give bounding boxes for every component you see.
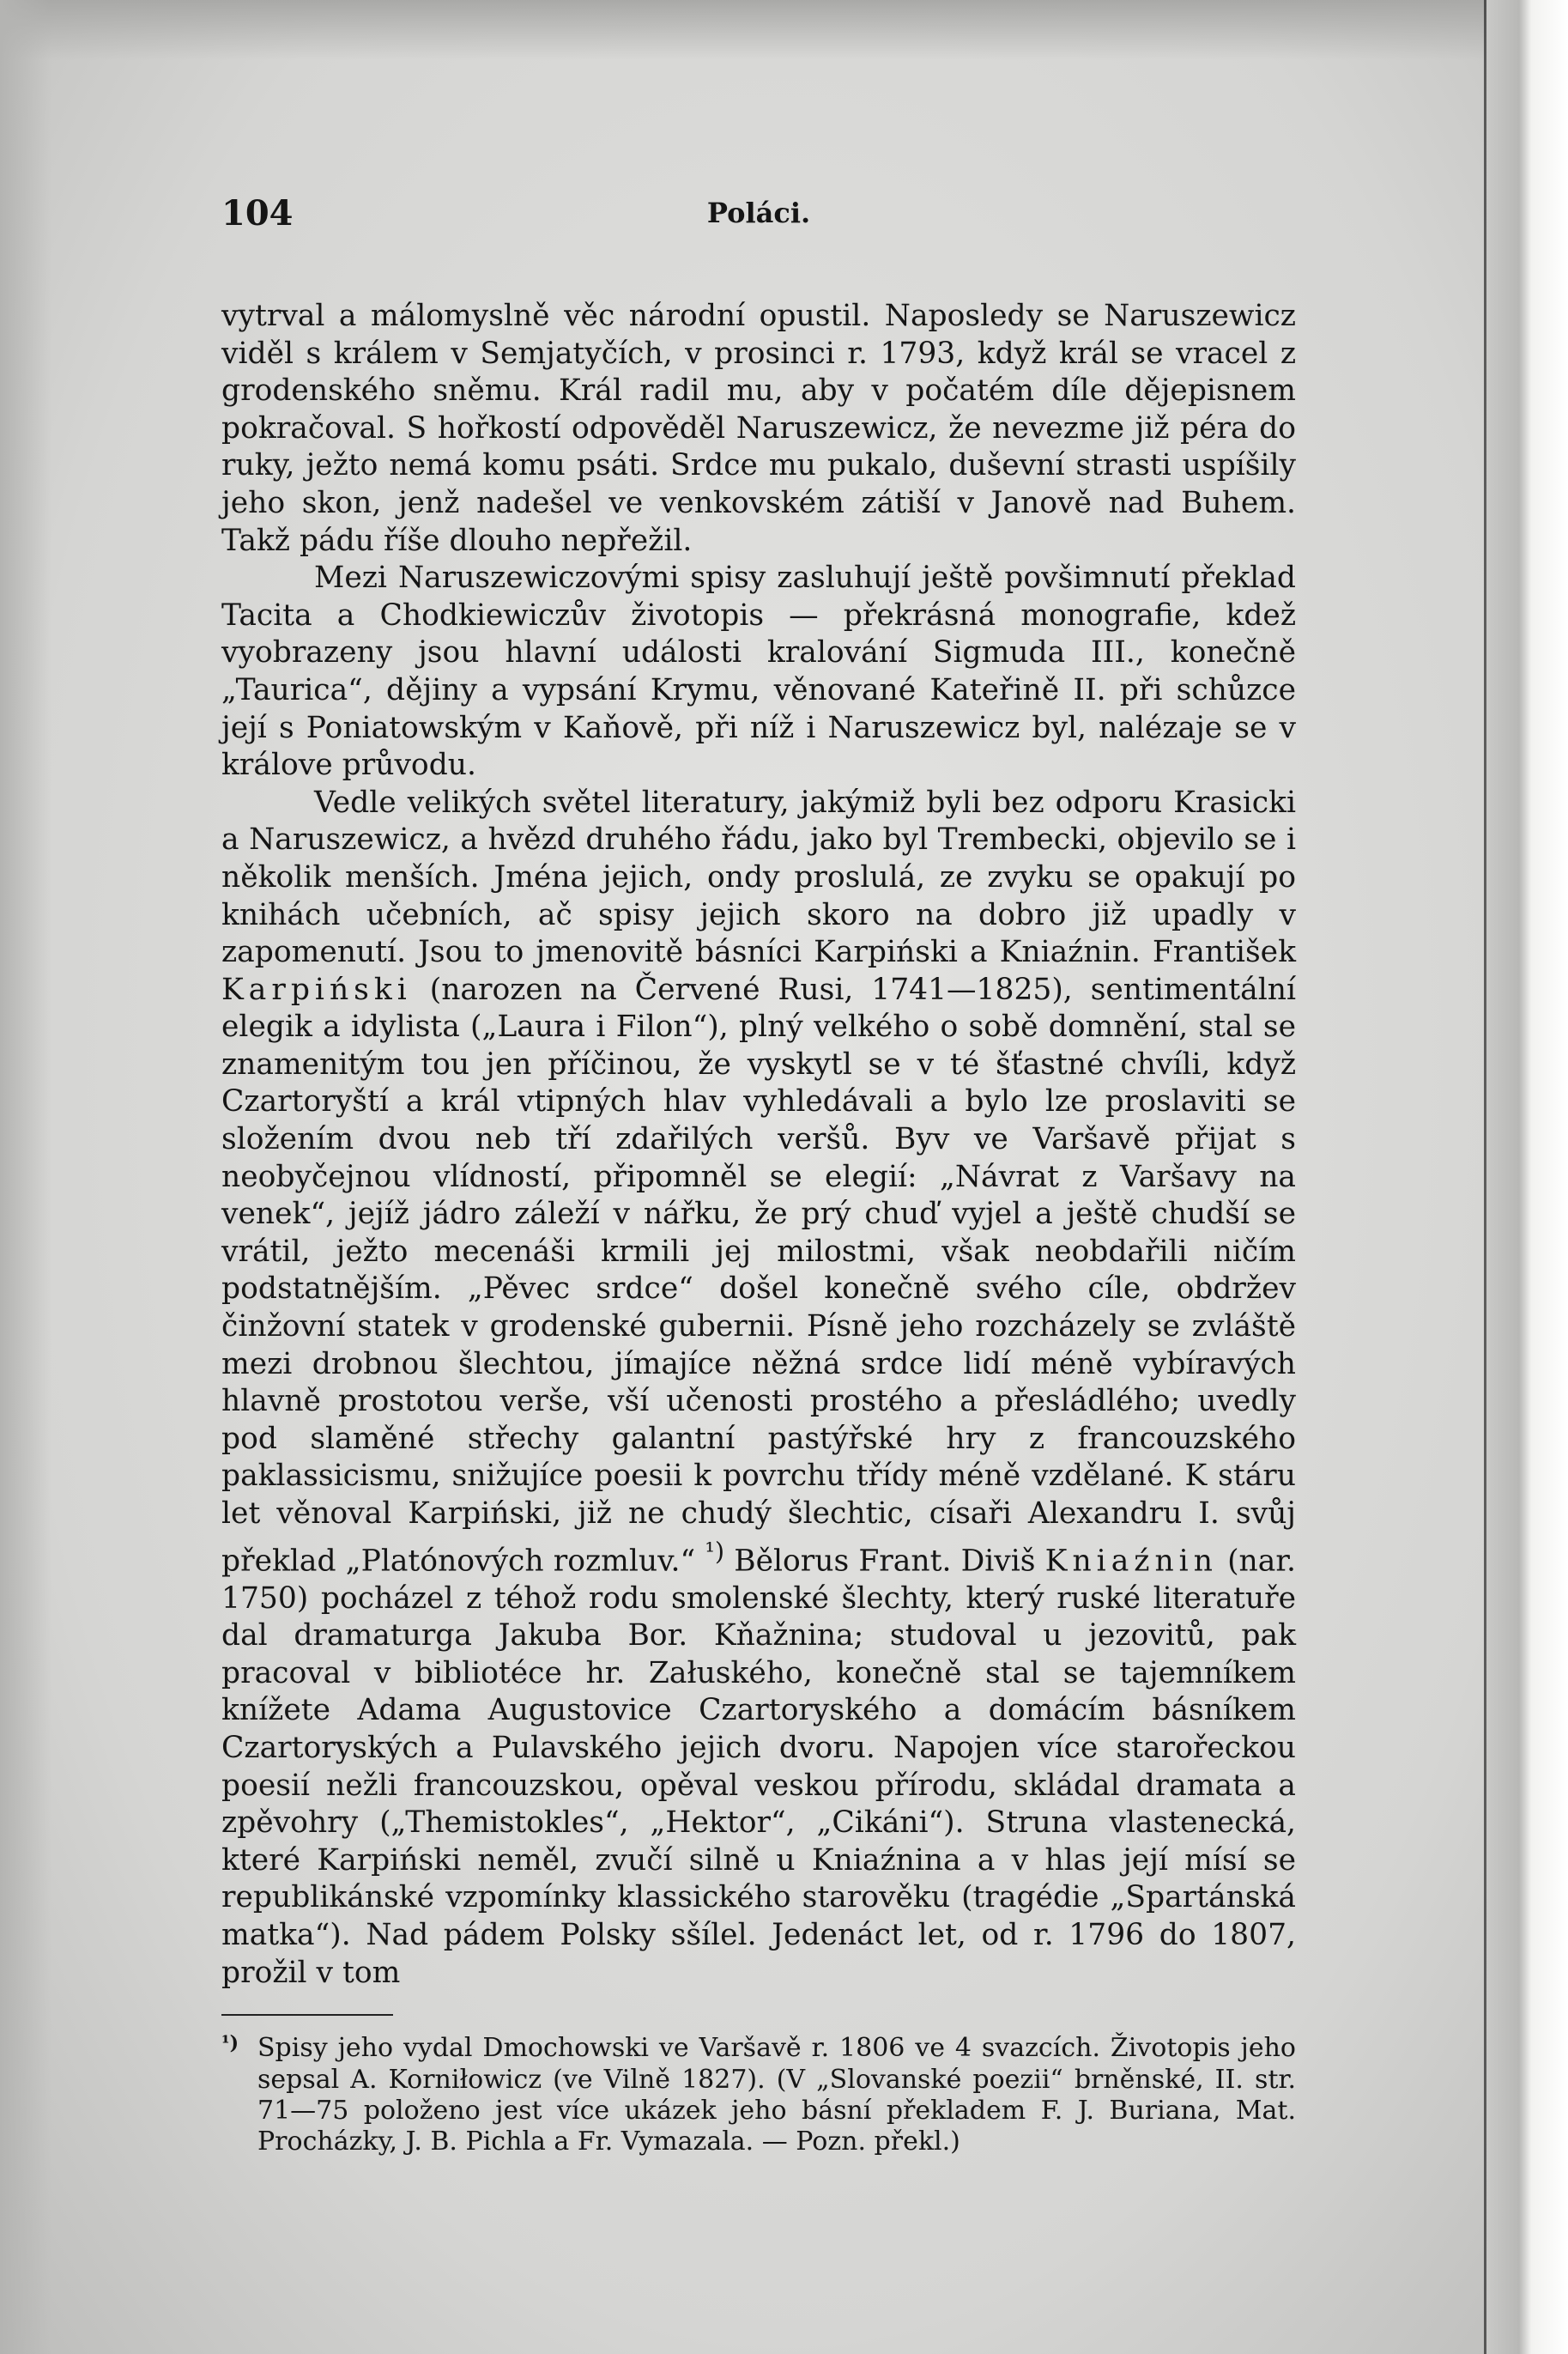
page-shadow-left	[0, 0, 51, 2354]
running-title: Poláci.	[706, 197, 811, 229]
paragraph-3-text-c: Bělorus Frant. Diviš	[724, 1544, 1045, 1579]
page-edge-right	[1486, 0, 1568, 2354]
paragraph-3	[221, 785, 1296, 1993]
body-text	[221, 298, 1296, 1992]
paragraph-3-text-b: (narozen na Červené Rusi, 1741—1825), sentimentální elegik a idylista („Laura i Filon“), plný velkého o sobě domnění, stal se znamenitým tou jen příčinou, že vyskytl se v té šťastné chvíli, když Czartoryští a král vtipných hlav vyhledávali a bylo lze proslaviti se složením dvou neb tří zdařilých veršů. Byv ve Varšavě přijat s neobyčejnou vlídností, připomněl se elegií: „Návrat z Varšavy na venek“, jejíž jádro záleží v nářku, že prý chuď vyjel a ještě chudší se vrátil, ježto mecenáši krmili jej milostmi, však neobdařili ničím podstatnějším. „Pěvec srdce“ došel konečně svého cíle, obdržev činžovní statek v grodenské gubernii. Písně jeho rozcházely se zvláště mezi drobnou šlechtou, jímajíce něžná srdce lidí méně vybíravých hlavně prostotou verše, vší učenosti prostého a přesládlého; uvedly pod slaměné střechy galantní pastýřské hry z francouzského paklassicismu, snižujíce poesii k povrchu třídy méně vzdělané. K stáru let věnoval Karpiński, již ne chudý šlechtic, císaři Alexandru I. svůj překlad „Platónových rozmluv.“	[221, 972, 1296, 1579]
page-shadow-top	[0, 0, 1568, 60]
paragraph-2: Mezi Naruszewiczovými spisy zasluhují ještě povšimnutí překlad Tacita a Chodkiewiczův životopis — překrásná monografie, kdež vyobrazeny jsou hlavní události kralování Sigmuda III., konečně „Taurica“, dějiny a vypsání Krymu, věnované Kateřině II. při schůzce její s Poniatowským v Kaňově, při níž i Naruszewicz byl, nalézaje se v králove průvodu.	[221, 561, 1296, 783]
paragraph-1: vytrval a málomyslně věc národní opustil. Naposledy se Naruszewicz viděl s králem v Semjatyčích, v prosinci r. 1793, když král se vracel z grodenského sněmu. Král radil mu, aby v počatém díle dějepisnem pokračoval. S hořkostí odpověděl Naruszewicz, že nevezme již péra do ruky, ježto nemá komu psáti. Srdce mu pukalo, duševní strasti uspíšily jeho skon, jenž nadešel ve venkovském zátiší v Janově nad Buhem. Takž pádu říše dlouho nepřežil.	[221, 299, 1296, 558]
text-block	[221, 193, 1296, 2158]
name-kniaznin: Kniaźnin	[1044, 1544, 1218, 1579]
footnote-divider	[221, 2014, 393, 2016]
footnote-marker: ¹)	[221, 2032, 239, 2055]
paragraph-3-text-a: Vedle velikých světel literatury, jakýmiž byli bez odporu Krasicki a Naruszewicz, a hvězd druhého řádu, jako byl Trembecki, objevilo se i několik menších. Jména jejich, ondy proslulá, ze zvyku se opakují po knihách učebních, ač spisy jejich skoro na dobro již upadly v zapomenutí. Jsou to jmenovitě básníci Karpiński a Kniaźnin. František	[221, 785, 1296, 970]
page-header	[221, 193, 1296, 253]
footnote-text: Spisy jeho vydal Dmochowski ve Varšavě r. 1806 ve 4 svazcích. Životopis jeho sepsal A. Korniłowicz (ve Vilně 1827). (V „Slovanské poezii“ brněnské, II. str. 71—75 položeno jest více ukázek jeho básní překladem F. J. Buriana, Mat. Procházky, J. B. Pichla a Fr. Vymazala. — Pozn. překl.)	[257, 2033, 1296, 2157]
paragraph-3-text-d: (nar. 1750) pocházel z téhož rodu smolenské šlechty, který ruské literatuře dal dramaturga Jakuba Bor. Kňažnina; studoval u jezovitů, pak pracoval v bibliotéce hr. Załuského, konečně stal se tajemníkem knížete Adama Augustovice Czartoryského a domácím básníkem Czartoryských a Pulavského jejich dvoru. Napojen více starořeckou poesií nežli francouzskou, opěval veskou přírodu, skládal dramata a zpěvohry („Themistokles“, „Hektor“, „Cikáni“). Struna vlastenecká, které Karpiński neměl, zvučí silně u Kniaźnina a v hlas její mísí se republikánské vzpomínky klassického starověku (tragédie „Spartánská matka“). Nad pádem Polsky sšílel. Jedenáct let, od r. 1796 do 1807, prožil v tom	[221, 1544, 1296, 1990]
footnote	[221, 2033, 1296, 2158]
footnote-reference: ¹)	[705, 1536, 725, 1566]
name-karpinski: Karpiński	[221, 972, 412, 1007]
page-number: 104	[221, 193, 294, 234]
